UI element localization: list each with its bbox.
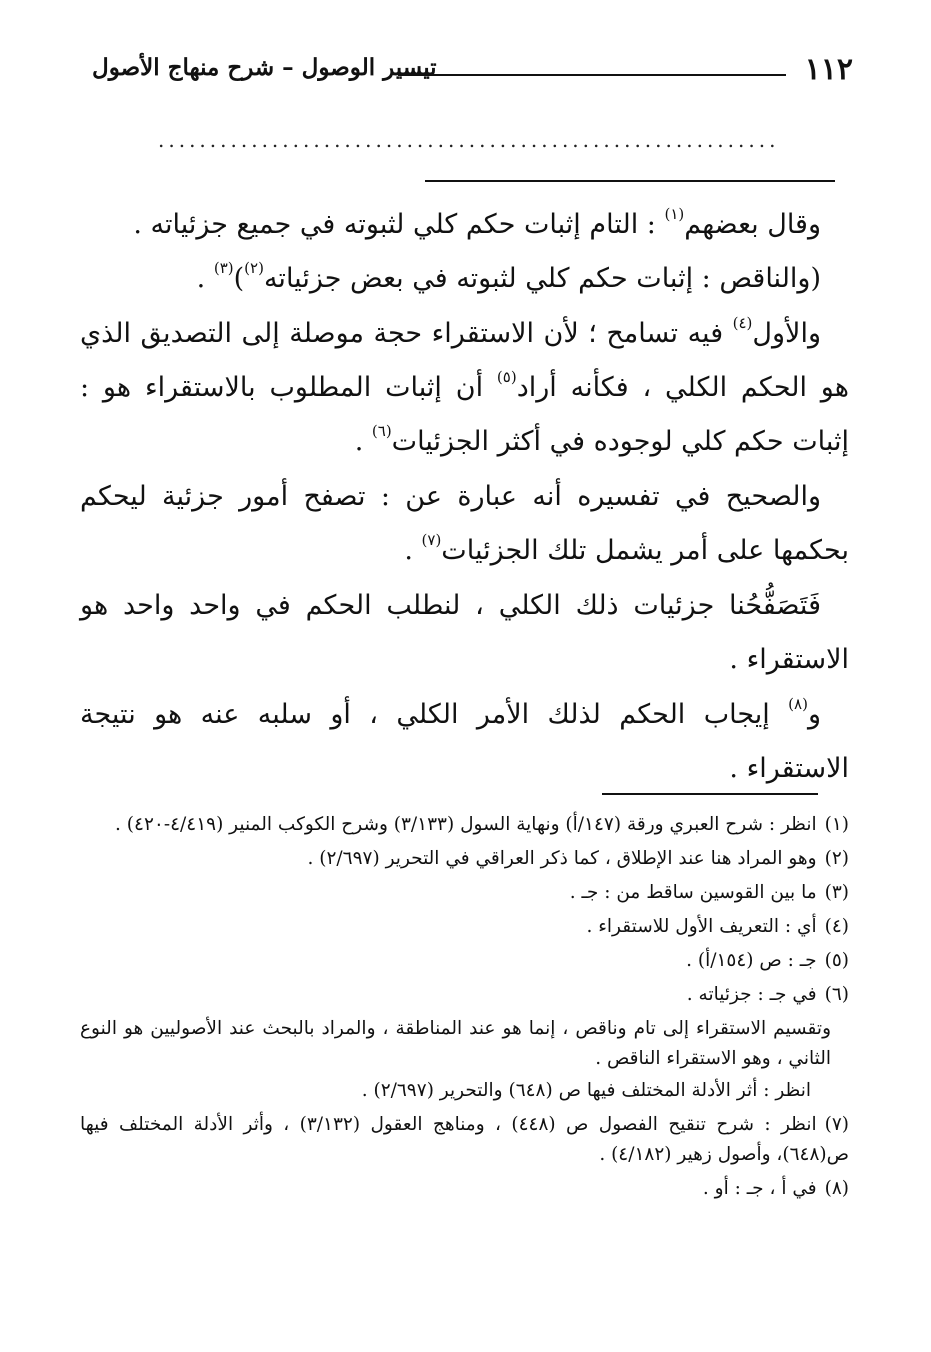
- paragraph-6: [80, 688, 849, 796]
- text-run: .: [404, 535, 422, 566]
- footnote-ref[interactable]: (٤): [732, 314, 753, 332]
- footnote-text: جـ : ص (١٥٤/أ) .: [686, 950, 817, 971]
- footnote-7: [80, 1110, 849, 1170]
- footnote-ref[interactable]: (٦): [371, 422, 392, 440]
- text-run: .: [354, 426, 372, 457]
- footnote-number: (٧): [824, 1114, 850, 1135]
- footnote-text: انظر : شرح العبري ورقة (١٤٧/أ) ونهاية السول (٣/١٣٣) وشرح الكوكب المنير (٤/٤١٩-٤٢٠) .: [115, 814, 817, 835]
- footnote-8: [80, 1174, 849, 1204]
- footnote-6-reference: انظر : أثر الأدلة المختلف فيها ص (٦٤٨) والتحرير (٢/٦٩٧) .: [361, 1080, 811, 1101]
- text-run: أن إثبات المطلوب بالاستقراء هو : إثبات حكم كلي لوجوده في أكثر الجزئيات: [80, 372, 849, 457]
- footnote-6: [80, 980, 849, 1010]
- running-title: تيسير الوصول – شرح منهاج الأصول: [92, 54, 437, 81]
- footnote-number: (٦): [824, 984, 849, 1005]
- footnote-number: (٢): [824, 848, 849, 869]
- text-run: وقال بعضهم: [684, 209, 821, 240]
- footnote-number: (٣): [824, 882, 849, 903]
- text-run: و: [807, 699, 821, 730]
- footnote-ref[interactable]: (١): [664, 205, 685, 223]
- text-run: والأول: [752, 318, 821, 349]
- text-run: ): [233, 263, 245, 294]
- footnote-number: (٥): [824, 950, 849, 971]
- footnote-3: [80, 878, 849, 908]
- paragraph-1: [80, 198, 849, 252]
- text-run: : التام إثبات حكم كلي لثبوته في جميع جزئياته .: [133, 209, 665, 240]
- footnote-number: (١): [824, 814, 849, 835]
- footnote-text: في جـ : جزئياته .: [686, 984, 817, 1005]
- footnote-4: [80, 912, 849, 942]
- text-run: والصحيح في تفسيره أنه عبارة عن : تصفح أمور جزئية ليحكم بحكمها على أمر يشمل تلك الجزئيات: [80, 481, 849, 566]
- footnote-number: (٨): [824, 1178, 849, 1199]
- footnote-text: انظر : شرح تنقيح الفصول ص (٤٤٨) ، ومناهج العقول (٣/١٣٢) ، وأثر الأدلة المختلف فيها ص(٦٤٨)، وأصول زهير (٤/١٨٢) .: [80, 1114, 849, 1165]
- ellipsis-separator: ............................................................: [158, 128, 780, 152]
- footnote-text: وهو المراد هنا عند الإطلاق ، كما ذكر العراقي في التحرير (٢/٦٩٧) .: [307, 848, 817, 869]
- text-run: إيجاب الحكم لذلك الأمر الكلي ، أو سلبه عنه هو نتيجة الاستقراء .: [80, 699, 849, 784]
- footnote-number: (٤): [824, 916, 849, 937]
- text-run: (والناقص : إثبات حكم كلي لثبوته في بعض جزئياته: [263, 263, 821, 294]
- footnote-1: [80, 810, 849, 840]
- footnote-rule: [602, 793, 818, 795]
- footnote-ref[interactable]: (٥): [496, 368, 517, 386]
- footnote-ref[interactable]: (٣): [213, 259, 234, 277]
- main-text: [80, 198, 849, 797]
- text-run: .: [196, 263, 214, 294]
- paragraph-3: [80, 307, 849, 469]
- footnote-ref[interactable]: (٧): [421, 531, 442, 549]
- section-rule: [425, 180, 835, 182]
- paragraph-4: [80, 470, 849, 578]
- page-number: ١١٢: [804, 52, 853, 87]
- header-rule: [398, 74, 786, 76]
- footnote-text: ما بين القوسين ساقط من : جـ .: [569, 882, 817, 903]
- footnote-ref[interactable]: (٨): [788, 695, 808, 713]
- footnote-5: [80, 946, 849, 976]
- footnote-text: في أ ، جـ : أو .: [702, 1178, 817, 1199]
- footnote-ref[interactable]: (٢): [244, 259, 264, 277]
- paragraph-5: فَتَصَفُّحُنا جزئيات ذلك الكلي ، لنطلب الحكم في واحد واحد هو الاستقراء .: [80, 590, 849, 675]
- footnote-text: أي : التعريف الأول للاستقراء .: [586, 916, 817, 937]
- text-run: فيه تسامح ؛ لأن الاستقراء حجة موصلة إلى التصديق الذي هو الحكم الكلي ، فكأنه أراد: [80, 318, 849, 403]
- footnote-2: [80, 844, 849, 874]
- footnote-6-continuation: وتقسيم الاستقراء إلى تام وناقص ، إنما هو عند المناطقة ، والمراد بالبحث عند الأصوليين هو النوع الثاني ، وهو الاستقراء الناقص .: [80, 1018, 831, 1069]
- paragraph-2: [80, 252, 849, 306]
- footnotes: [80, 810, 849, 1208]
